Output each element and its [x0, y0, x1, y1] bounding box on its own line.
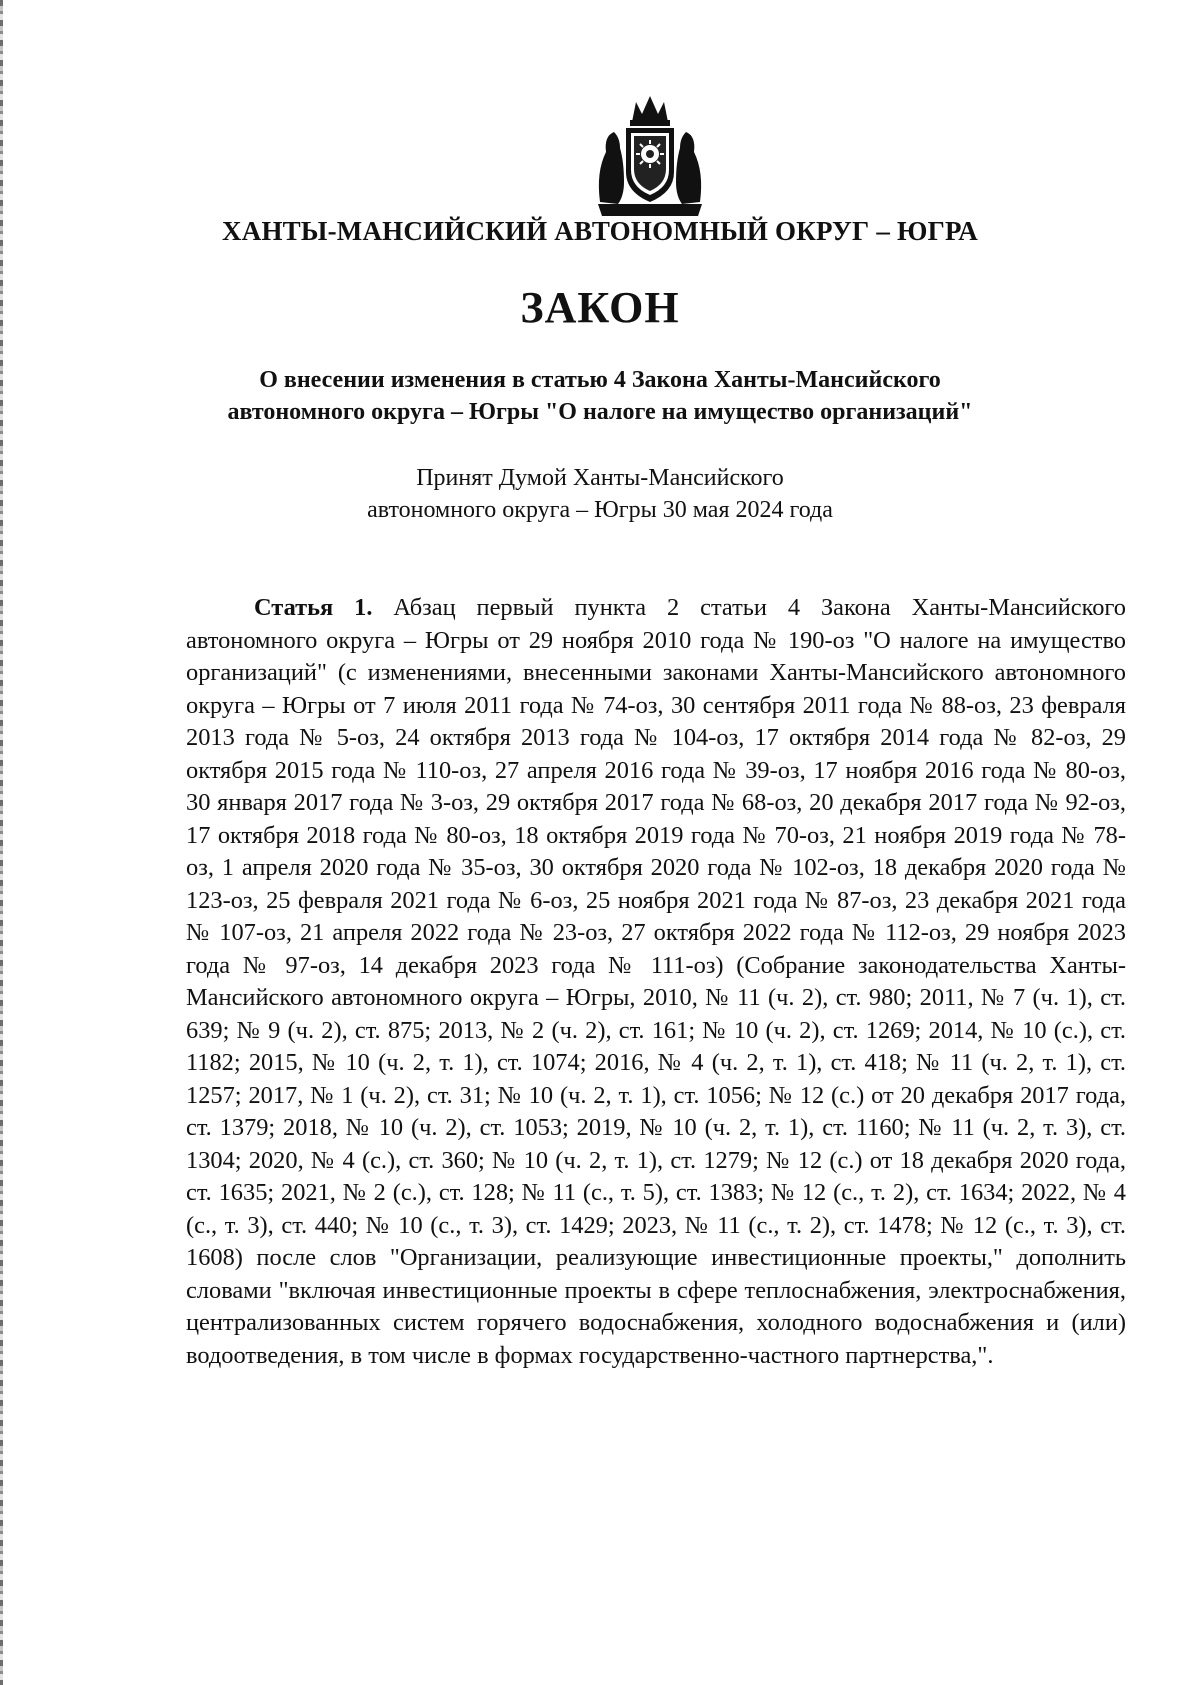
- article-1-text: Абзац первый пункта 2 статьи 4 Закона Ханты-Мансийского автономного округа – Югры от 29 ноября 2010 года № 190-оз "О налоге на имущество организаций" (с изменениями, внесенными законами Ханты-Мансийского автономного округа – Югры от 7 июля 2011 года № 74-оз, 30 сентября 2011 года № 88-оз, 23 февраля 2013 года № 5-оз, 24 октября 2013 года № 104-оз, 17 октября 2014 года № 82-оз, 29 октября 2015 года № 110-оз, 27 апреля 2016 года № 39-оз, 17 ноября 2016 года № 80-оз, 30 января 2017 года № 3-оз, 29 октября 2017 года № 68-оз, 20 декабря 2017 года № 92-оз, 17 октября 2018 года № 80-оз, 18 октября 2019 года № 70-оз, 21 ноября 2019 года № 78-оз, 1 апреля 2020 года № 35-оз, 30 октября 2020 года № 102-оз, 18 декабря 2020 года № 123-оз, 25 февраля 2021 года № 6-оз, 25 ноября 2021 года № 87-оз, 23 декабря 2021 года № 107-оз, 21 апреля 2022 года № 23-оз, 27 октября 2022 года № 112-оз, 29 ноября 2023 года № 97-оз, 14 декабря 2023 года № 111-оз) (Собрание законодательства Ханты-Мансийского автономного округа – Югры, 2010, № 11 (ч. 2), ст. 980; 2011, № 7 (ч. 1), ст. 639; № 9 (ч. 2), ст. 875; 2013, № 2 (ч. 2), ст. 161; № 10 (ч. 2), ст. 1269; 2014, № 10 (с.), ст. 1182; 2015, № 10 (ч. 2, т. 1), ст. 1074; 2016, № 4 (ч. 2, т. 1), ст. 418; № 11 (ч. 2, т. 1), ст. 1257; 2017, № 1 (ч. 2), ст. 31; № 10 (ч. 2, т. 1), ст. 1056; № 12 (с.) от 20 декабря 2017 года, ст. 1379; 2018, № 10 (ч. 2), ст. 1053; 2019, № 10 (ч. 2, т. 1), ст. 1160; № 11 (ч. 2, т. 3), ст. 1304; 2020, № 4 (с.), ст. 360; № 10 (ч. 2, т. 1), ст. 1279; № 12 (с.) от 18 декабря 2020 года, ст. 1635; 2021, № 2 (с.), ст. 128; № 11 (с., т. 5), ст. 1383; № 12 (с., т. 2), ст. 1634; 2022, № 4 (с., т. 3), ст. 440; № 10 (с., т. 3), ст. 1429; 2023, № 11 (с., т. 2), ст. 1478; № 12 (с., т. 3), ст. 1608) после слов "Организации, реализующие инвестиционные проекты," дополнить словами "включая инвестиционные проекты в сфере теплоснабжения, электроснабжения, централизованных систем горячего водоснабжения, холодного водоснабжения и (или) водоотведения, в том числе в формах государственно-частного партнерства,".: [186, 594, 1126, 1369]
- article-1-heading: Статья 1.: [254, 594, 373, 621]
- law-subject: [150, 364, 1050, 428]
- region-heading: ХАНТЫ-МАНСИЙСКИЙ АВТОНОМНЫЙ ОКРУГ – ЮГРА: [222, 216, 978, 246]
- law-subject-line-2: автономного округа – Югры "О налоге на имущество организаций": [227, 399, 973, 425]
- adoption-note-line-1: Принят Думой Ханты-Мансийского: [416, 465, 784, 491]
- law-title: ЗАКОН: [520, 283, 680, 332]
- adoption-note: [150, 462, 1050, 526]
- law-subject-line-1: О внесении изменения в статью 4 Закона Ханты-Мансийского: [259, 367, 941, 393]
- scan-edge: [0, 0, 3, 1685]
- article-1: [186, 592, 1126, 1372]
- adoption-note-line-2: автономного округа – Югры 30 мая 2024 года: [367, 497, 833, 523]
- coat-of-arms-icon: [590, 92, 710, 222]
